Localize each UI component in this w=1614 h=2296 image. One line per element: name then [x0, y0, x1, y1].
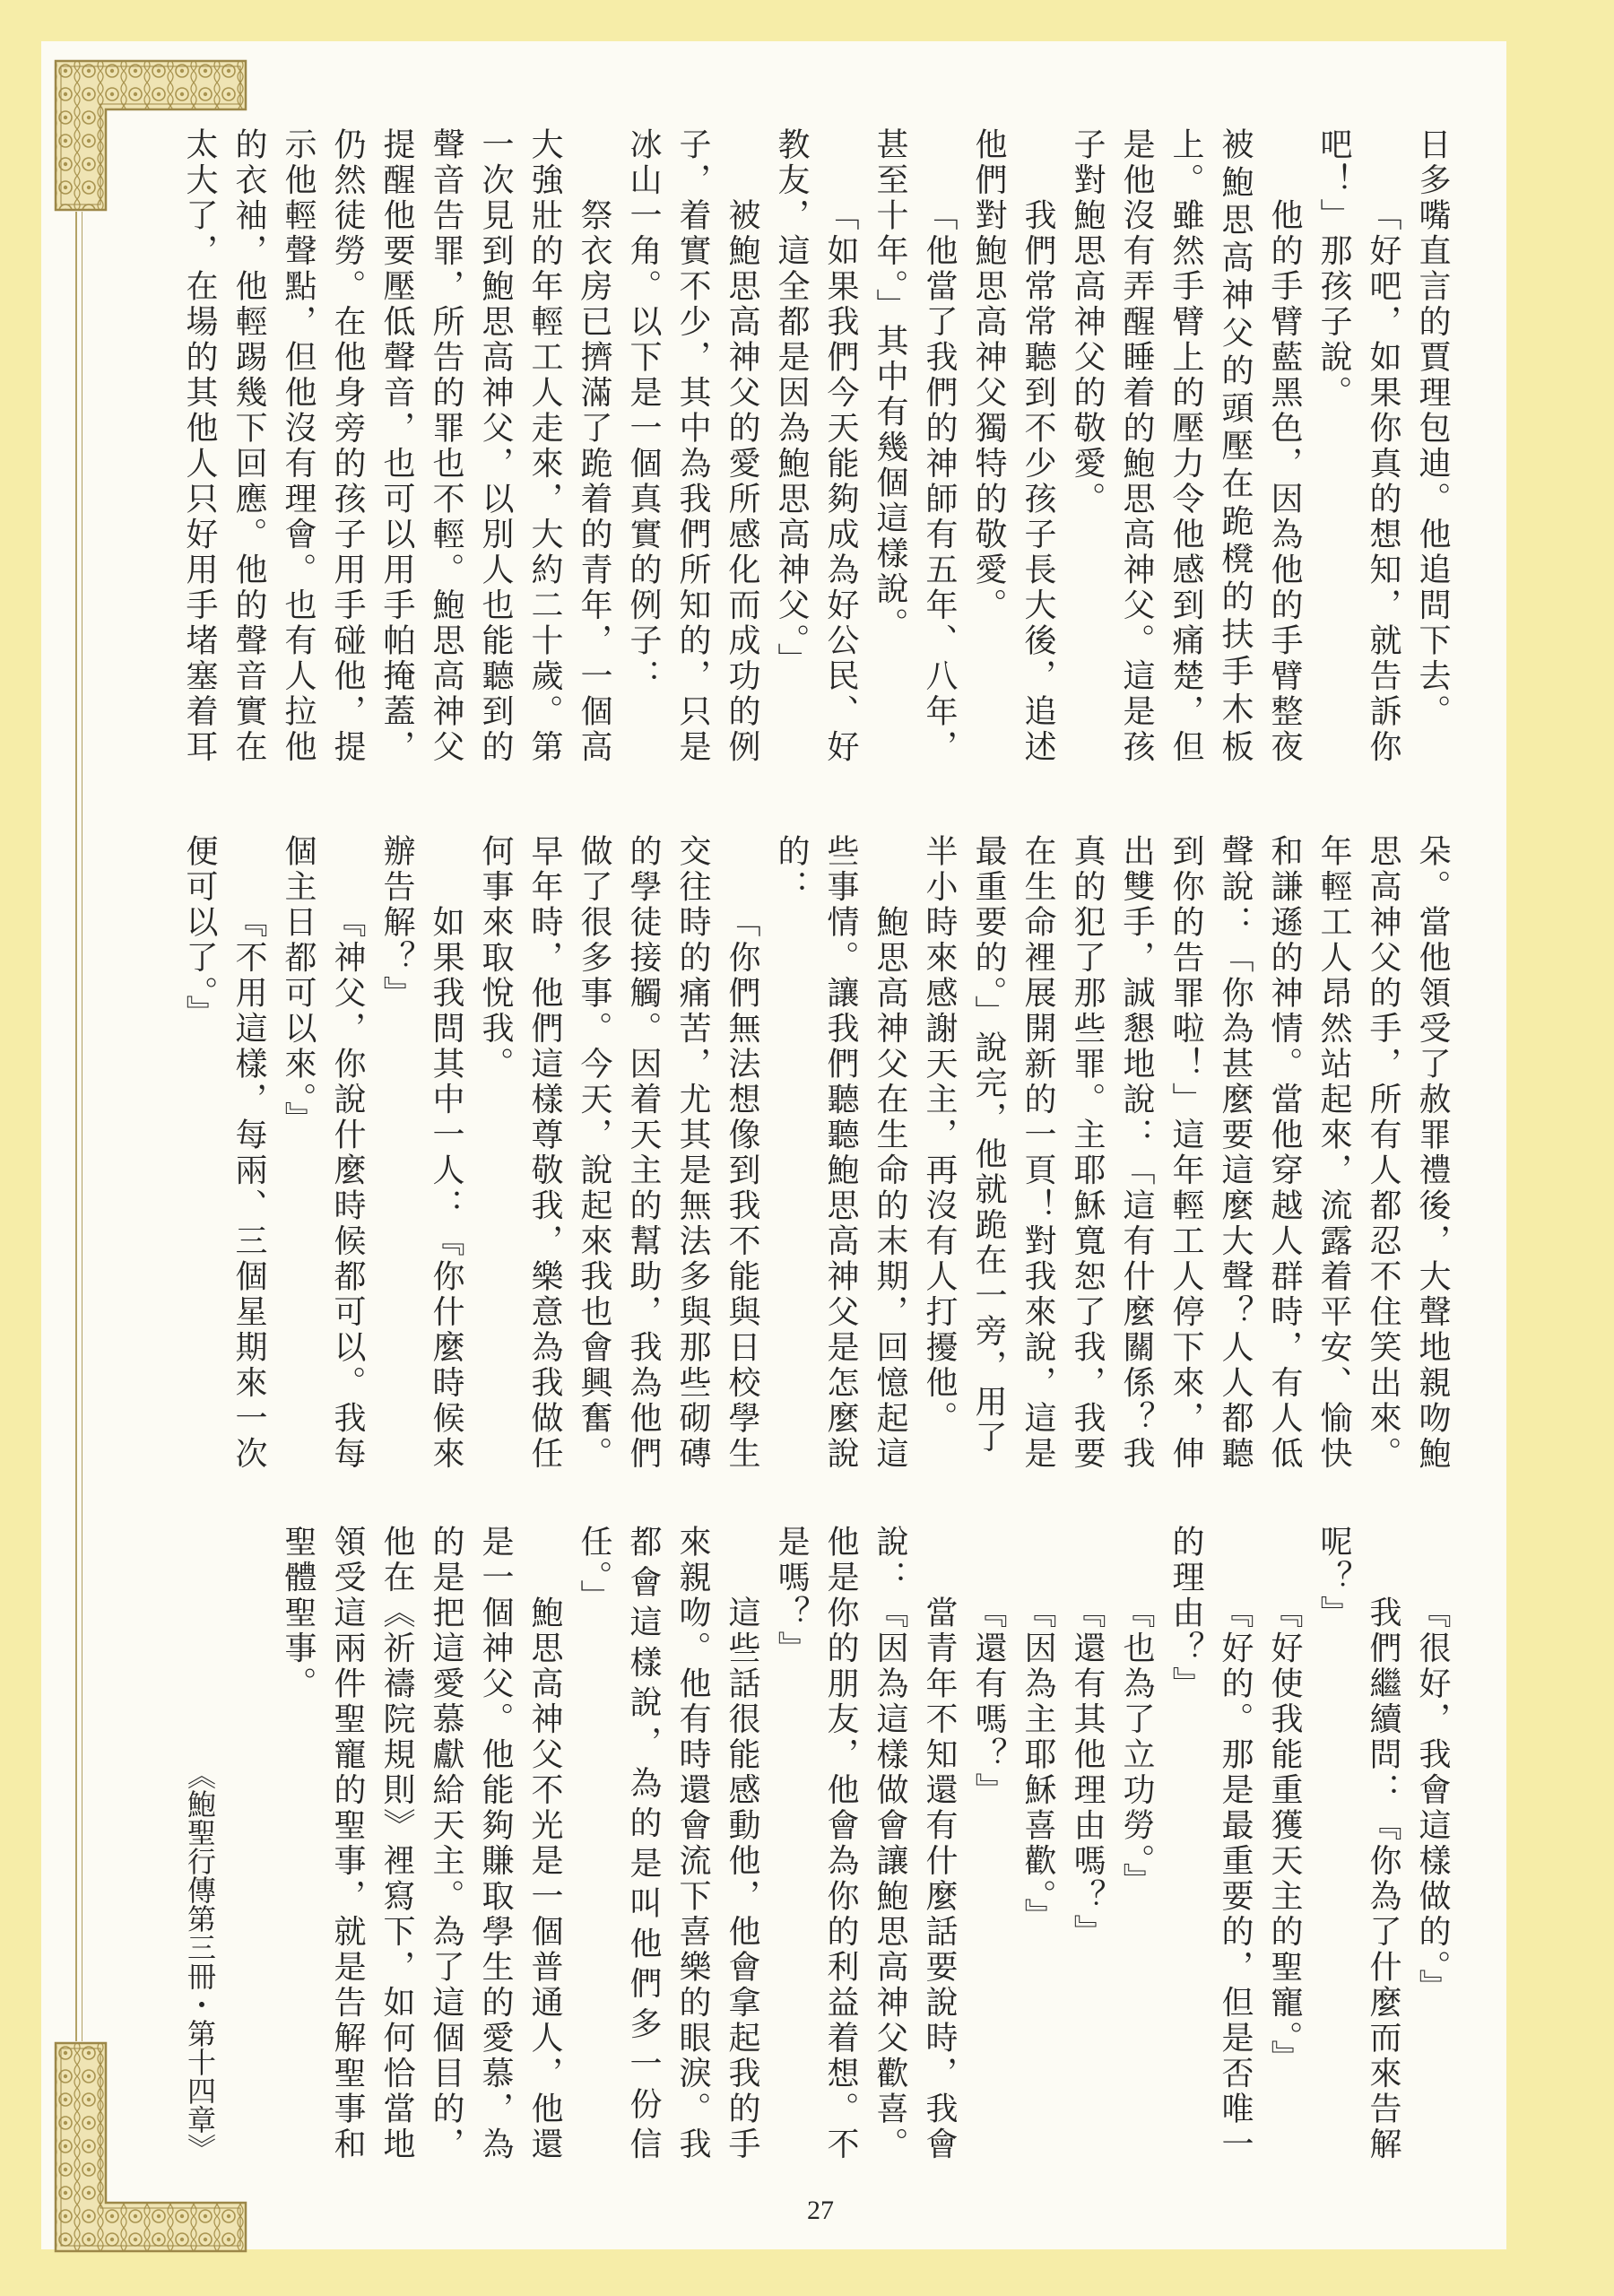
text-column: 甚至十年。」其中有幾個這樣說。	[872, 127, 908, 643]
text-column: 『也為了立功勞。』	[1118, 1596, 1155, 1899]
text-block-bottom	[175, 1525, 1457, 2162]
text-column: 「如果我們今天能夠成為好公民、好	[822, 198, 859, 765]
text-column: 朵。當他領受了赦罪禮後，大聲地親吻鮑	[1414, 834, 1451, 1472]
text-column: 如果我問其中一人：『你什麼時候來	[428, 905, 464, 1472]
text-column: 被鮑思高神父的頭壓在跪櫈的扶手木板	[1217, 127, 1254, 765]
text-column: 思高神父的手，所有人都忍不住笑出來。	[1365, 834, 1401, 1472]
text-column: 子對鮑思高神父的敬愛。	[1069, 127, 1106, 517]
source-citation: 《鮑聖行傳第三冊・第十四章》	[183, 1761, 217, 2162]
text-column: 半小時來感謝天主，再沒有人打擾他。	[921, 834, 958, 1437]
text-column: 子，着實不少，其中為我們所知的，只是	[674, 127, 711, 765]
text-column: 『因為主耶穌喜歡。』	[1020, 1596, 1056, 1934]
text-column: 是嗎？』	[773, 1525, 810, 1666]
text-column: 的學徒接觸。因着天主的幫助，我為他們	[625, 834, 662, 1472]
text-column: 的理由？』	[1167, 1525, 1204, 1702]
text-column: 做了很多事。今天，說起來我也會興奮。	[576, 834, 612, 1472]
text-column: 真的犯了那些罪。主耶穌寬恕了我，我要	[1069, 834, 1106, 1472]
text-column: 的衣袖，他輕踢幾下回應。他的聲音實在	[230, 127, 267, 765]
text-column: 『很好，我會這樣做的。』	[1414, 1596, 1451, 2005]
text-column: 被鮑思高神父的愛所感化而成功的例	[724, 198, 760, 765]
text-column: 領受這兩件聖寵的聖事，就是告解聖事和	[329, 1525, 366, 2162]
blank-column	[224, 1525, 273, 2162]
text-column: 的是把這愛慕獻給天主。為了這個目的，	[428, 1525, 464, 2162]
page-number: 27	[807, 2196, 834, 2225]
text-block-middle	[175, 834, 1457, 1472]
text-column: 聖體聖事。	[280, 1525, 317, 1702]
text-column: 是一個神父。他能夠賺取學生的愛慕，為	[477, 1525, 514, 2162]
text-column: 在生命裡展開新的一頁！對我來說，這是	[1020, 834, 1056, 1472]
text-column: 祭衣房已擠滿了跪着的青年，一個高	[576, 198, 612, 765]
text-column: 『好使我能重獲天主的聖寵。』	[1266, 1596, 1303, 2075]
text-column: 我們常常聽到不少孩子長大後，追述	[1020, 198, 1056, 765]
text-column: 鮑思高神父不光是一個普通人，他還	[526, 1596, 563, 2162]
text-column: 出雙手，誠懇地說：「這有什麼關係？我	[1118, 834, 1155, 1472]
text-column: 早年時，他們這樣尊敬我，樂意為我做任	[526, 834, 563, 1472]
text-column: 他是你的朋友，他會為你的利益着想。不	[822, 1525, 859, 2162]
text-column: 「你們無法想像到我不能與日校學生	[724, 905, 760, 1472]
text-column: 冰山一角。以下是一個真實的例子：	[625, 127, 662, 694]
text-column: 大強壯的年輕工人走來，大約二十歲。第	[526, 127, 563, 765]
text-column: 吧！」那孩子說。	[1315, 127, 1352, 411]
text-column: 個主日都可以來。』	[280, 834, 317, 1137]
text-column: 年輕工人昂然站起來，流露着平安、愉快	[1315, 834, 1352, 1472]
text-column: 和謙遜的神情。當他穿越人群時，有人低	[1266, 834, 1303, 1472]
text-column: 呢？』	[1315, 1525, 1352, 1631]
text-column: 聲說：「你為甚麼要這麼大聲？人人都聽	[1217, 834, 1254, 1472]
text-column: 提醒他要壓低聲音，也可以用手帕掩蓋，	[378, 127, 415, 765]
text-column: 鮑思高神父在生命的末期，回憶起這	[872, 905, 908, 1472]
text-column: 教友，這全都是因為鮑思高神父。」	[773, 127, 810, 678]
text-column: 辦告解？』	[378, 834, 415, 1012]
text-column: 何事來取悅我。	[477, 834, 514, 1083]
text-column: 他在《祈禱院規則》裡寫下，如何恰當地	[378, 1525, 415, 2162]
text-column: 聲音告罪，所告的罪也不輕。鮑思高神父	[428, 127, 464, 765]
text-column: 便可以了。』	[181, 834, 218, 1031]
text-column: 他的手臂藍黑色，因為他的手臂整夜	[1266, 198, 1303, 765]
text-column: 仍然徒勞。在他身旁的孩子用手碰他，提	[329, 127, 366, 765]
text-column: 『好的。那是最重要的，但是否唯一	[1217, 1596, 1254, 2162]
text-column: 當青年不知還有什麼話要說時，我會	[921, 1596, 958, 2162]
left-border-line	[75, 212, 77, 2041]
text-column: 最重要的。」說完，他就跪在一旁，用了	[970, 834, 1007, 1456]
text-column: 這些話很能感動他，他會拿起我的手	[724, 1596, 760, 2162]
text-column: 他們對鮑思高神父獨特的敬愛。	[970, 127, 1007, 623]
text-column: 「他當了我們的神師有五年、八年，	[921, 198, 958, 765]
text-column: 太大了，在場的其他人只好用手堵塞着耳	[181, 127, 218, 765]
text-column: 來親吻。他有時還會流下喜樂的眼淚。我	[674, 1525, 711, 2162]
text-column: 『神父，你說什麼時候都可以。我每	[329, 905, 366, 1472]
text-column: 『不用這樣，每兩、三個星期來一次	[230, 905, 267, 1472]
text-column: 到你的告罪啦！」這年輕工人停下來，伸	[1167, 834, 1204, 1472]
text-column: 的：	[773, 834, 810, 905]
text-column: 我們繼續問：『你為了什麼而來告解	[1365, 1596, 1401, 2162]
text-column: 『還有嗎？』	[970, 1596, 1007, 1808]
text-column: 些事情。讓我們聽聽鮑思高神父是怎麼說	[822, 834, 859, 1472]
text-column: 上。雖然手臂上的壓力令他感到痛楚，但	[1167, 127, 1204, 765]
text-column: 示他輕聲點，但他沒有理會。也有人拉他	[280, 127, 317, 765]
text-column: 日多嘴直言的賈理包迪。他追問下去。	[1414, 127, 1451, 730]
text-block-top	[175, 127, 1457, 765]
text-column: 『還有其他理由嗎？』	[1069, 1596, 1106, 1950]
text-column: 都會這樣說，為的是叫他們多一份信	[625, 1525, 662, 2162]
text-column: 「好吧，如果你真的想知，就告訴你	[1365, 198, 1401, 765]
text-column: 是他沒有弄醒睡着的鮑思高神父。這是孩	[1118, 127, 1155, 765]
text-column: 說：『因為這樣做會讓鮑思高神父歡喜。	[872, 1525, 908, 2162]
text-column: 一次見到鮑思高神父，以別人也能聽到的	[477, 127, 514, 765]
text-column: 任。」	[576, 1525, 612, 1615]
text-column: 交往時的痛苦，尤其是無法多與那些砌磚	[674, 834, 711, 1472]
